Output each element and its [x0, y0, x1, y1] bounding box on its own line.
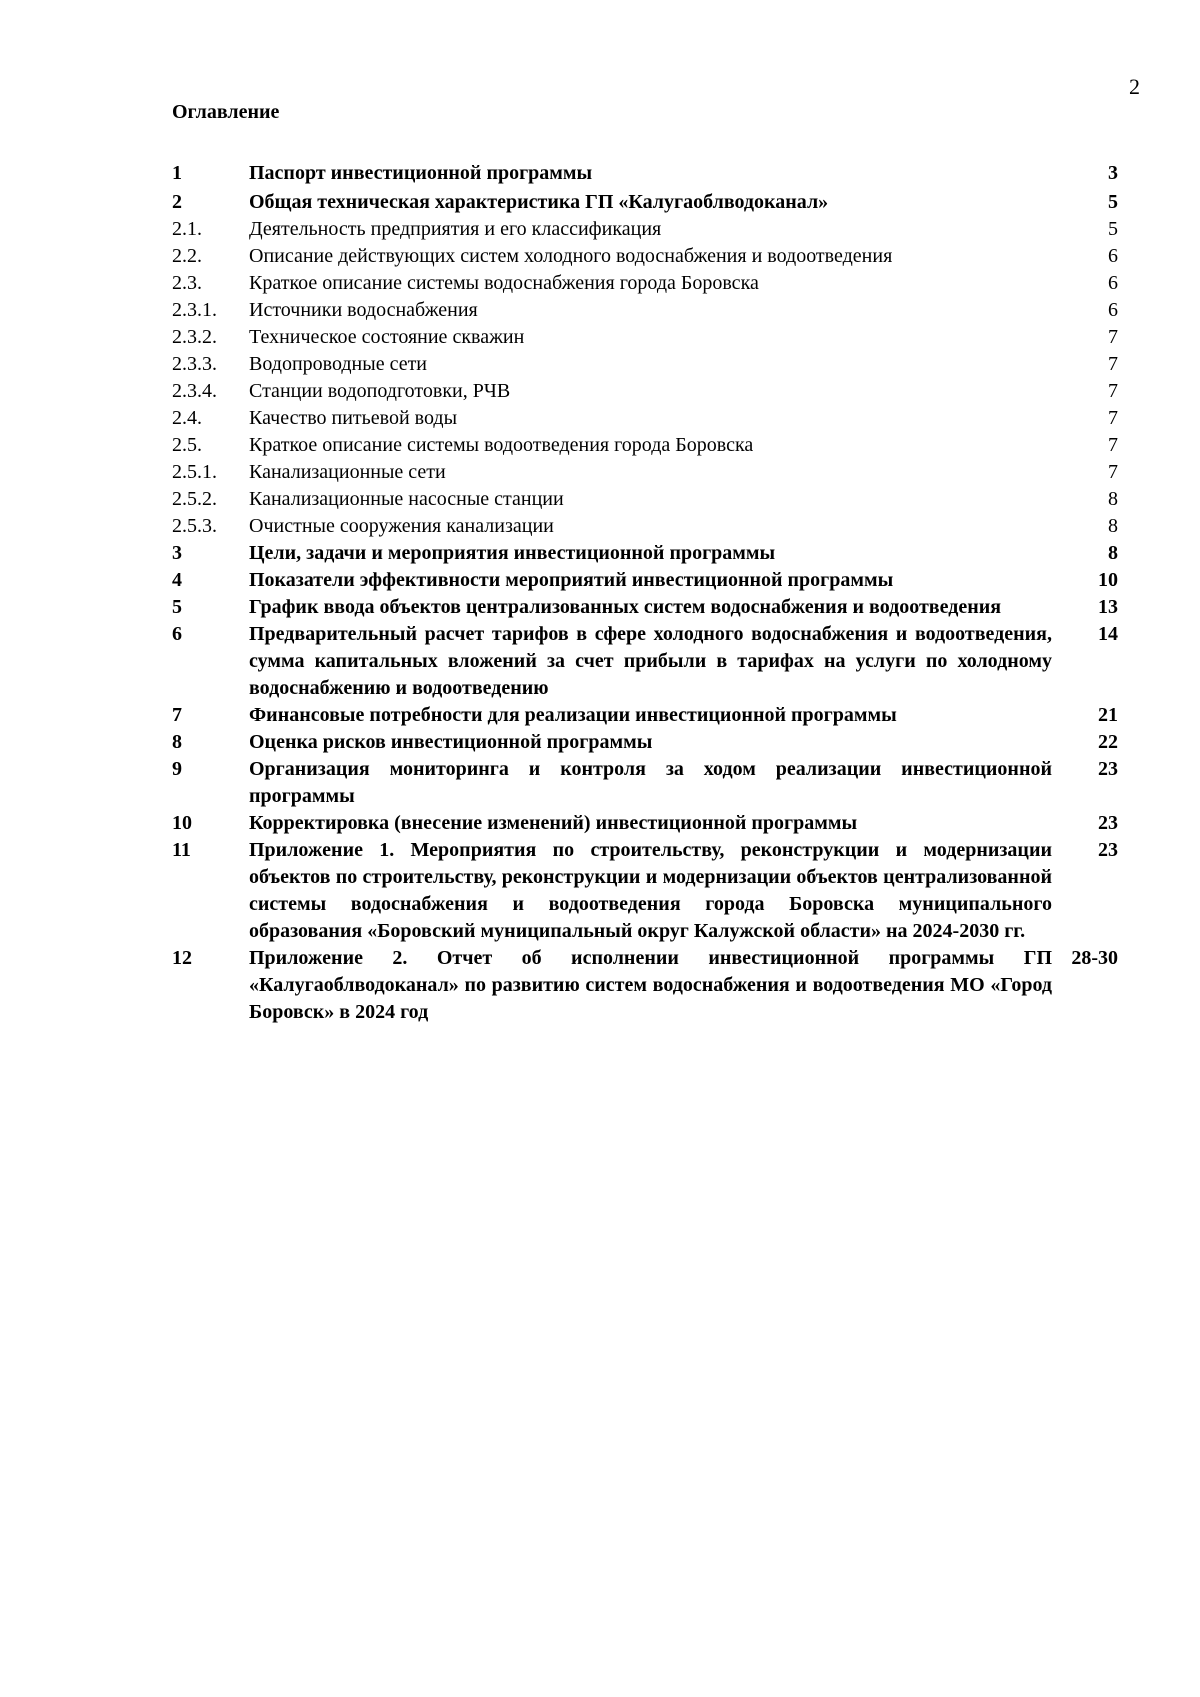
- toc-entry-title: Источники водоснабжения: [249, 299, 478, 321]
- toc-entry[interactable]: [172, 160, 1118, 187]
- toc-entry-title: Общая техническая характеристика ГП «Калугаоблводоканал»: [249, 191, 829, 213]
- toc-entry-page: 7: [1108, 434, 1118, 456]
- toc-entry-page: 21: [1098, 704, 1118, 726]
- toc-entry-number: 12: [172, 947, 192, 969]
- toc-entry[interactable]: [172, 567, 1118, 594]
- toc-entry-title: Оценка рисков инвестиционной программы: [249, 731, 653, 753]
- toc-entry-number: 2.3.3.: [172, 353, 217, 375]
- toc-entry-number: 3: [172, 542, 182, 564]
- toc-entry-page: 7: [1108, 461, 1118, 483]
- toc-entry[interactable]: [172, 621, 1118, 702]
- toc-entry-title: Корректировка (внесение изменений) инвестиционной программы: [249, 812, 858, 834]
- toc-entry[interactable]: [172, 702, 1118, 729]
- toc-entry-title: Приложение 1. Мероприятия по строительству, реконструкции и модернизации объектов по строительству, реконструкции и модернизации объектов централизованной системы водоснабжения и водоотведения города Боровска муниципального образования «Боровский муниципальный округ Калужской области» на 2024-2030 гг.: [249, 839, 1052, 942]
- toc-entry-title: Паспорт инвестиционной программы: [249, 162, 593, 184]
- toc-entry-number: 2.5.3.: [172, 515, 217, 537]
- toc-entry-page: 3: [1108, 162, 1118, 184]
- page-number: 2: [1129, 74, 1140, 99]
- toc-entry-page: 14: [1098, 623, 1118, 645]
- toc-entry-title: Качество питьевой воды: [249, 407, 458, 429]
- toc-entry-title: Канализационные сети: [249, 461, 446, 483]
- toc-entry-page: 6: [1108, 245, 1118, 267]
- toc-entry-page: 23: [1098, 758, 1118, 780]
- toc-entry[interactable]: [172, 837, 1118, 945]
- toc-entry-title: Показатели эффективности мероприятий инвестиционной программы: [249, 569, 894, 591]
- toc-heading: Оглавление: [172, 101, 280, 123]
- toc-entry-page: 22: [1098, 731, 1118, 753]
- toc-entry-number: 11: [172, 839, 191, 861]
- toc-entry[interactable]: [172, 270, 1118, 297]
- toc-entry-number: 10: [172, 812, 192, 834]
- toc-entry[interactable]: [172, 945, 1118, 1026]
- toc-entry[interactable]: [172, 378, 1118, 405]
- toc-entry-title: Предварительный расчет тарифов в сфере холодного водоснабжения и водоотведения, сумма капитальных вложений за счет прибыли в тарифах на услуги по холодному водоснабжению и водоотведению: [249, 623, 1052, 699]
- toc-entry-number: 4: [172, 569, 182, 591]
- toc-entry[interactable]: [172, 486, 1118, 513]
- toc-entry[interactable]: [172, 405, 1118, 432]
- toc-entry-page: 7: [1108, 407, 1118, 429]
- toc-entry-number: 2.3.2.: [172, 326, 217, 348]
- toc-entry-number: 2: [172, 191, 182, 213]
- toc-entry-title: Краткое описание системы водоснабжения города Боровска: [249, 272, 759, 294]
- toc-entry-title: Станции водоподготовки, РЧВ: [249, 380, 511, 402]
- toc-entry[interactable]: [172, 297, 1118, 324]
- toc-entry-page: 5: [1108, 218, 1118, 240]
- toc-entry-title: Цели, задачи и мероприятия инвестиционной программы: [249, 542, 776, 564]
- toc-entry-page: 13: [1098, 596, 1118, 618]
- toc-entry[interactable]: [172, 540, 1118, 567]
- toc-entry-number: 2.4.: [172, 407, 202, 429]
- toc-entry[interactable]: [172, 756, 1118, 810]
- toc-entry-title: Организация мониторинга и контроля за ходом реализации инвестиционной программы: [249, 758, 1052, 807]
- toc-entry-number: 5: [172, 596, 182, 618]
- toc-entry-title: Канализационные насосные станции: [249, 488, 564, 510]
- toc-entry-title: Финансовые потребности для реализации инвестиционной программы: [249, 704, 897, 726]
- toc-entry-page: 6: [1108, 272, 1118, 294]
- toc-entry-page: 5: [1108, 191, 1118, 213]
- toc-entry-page: 8: [1108, 488, 1118, 510]
- toc-entry-page: 10: [1098, 569, 1118, 591]
- toc-entry-title: График ввода объектов централизованных систем водоснабжения и водоотведения: [249, 596, 1002, 618]
- toc-entry-page: 7: [1108, 326, 1118, 348]
- toc-entry-page: 8: [1108, 542, 1118, 564]
- table-of-contents: [172, 160, 1118, 1026]
- toc-entry-number: 8: [172, 731, 182, 753]
- toc-entry-title: Очистные сооружения канализации: [249, 515, 554, 537]
- toc-entry[interactable]: [172, 187, 1118, 216]
- toc-entry-title: Описание действующих систем холодного водоснабжения и водоотведения: [249, 245, 893, 267]
- toc-entry[interactable]: [172, 594, 1118, 621]
- toc-entry-number: 2.5.2.: [172, 488, 217, 510]
- toc-entry[interactable]: [172, 324, 1118, 351]
- toc-entry-number: 7: [172, 704, 182, 726]
- toc-entry-page: 6: [1108, 299, 1118, 321]
- toc-entry[interactable]: [172, 351, 1118, 378]
- toc-entry-page: 7: [1108, 380, 1118, 402]
- toc-entry-page: 23: [1098, 839, 1118, 861]
- toc-entry[interactable]: [172, 432, 1118, 459]
- toc-entry-page: 28-30: [1071, 947, 1118, 969]
- toc-entry[interactable]: [172, 243, 1118, 270]
- toc-entry-title: Краткое описание системы водоотведения города Боровска: [249, 434, 754, 456]
- toc-entry-title: Приложение 2. Отчет об исполнении инвестиционной программы ГП «Калугаоблводоканал» по развитию систем водоснабжения и водоотведения МО «Город Боровск» в 2024 год: [249, 947, 1052, 1023]
- toc-entry-number: 6: [172, 623, 182, 645]
- toc-entry[interactable]: [172, 459, 1118, 486]
- toc-entry-number: 2.5.: [172, 434, 202, 456]
- toc-entry-number: 9: [172, 758, 182, 780]
- toc-entry[interactable]: [172, 513, 1118, 540]
- toc-entry-number: 1: [172, 162, 182, 184]
- toc-entry-page: 7: [1108, 353, 1118, 375]
- toc-entry-page: 8: [1108, 515, 1118, 537]
- toc-entry-number: 2.3.4.: [172, 380, 217, 402]
- toc-entry-number: 2.3.1.: [172, 299, 217, 321]
- toc-entry[interactable]: [172, 216, 1118, 243]
- toc-entry[interactable]: [172, 729, 1118, 756]
- toc-entry-number: 2.3.: [172, 272, 202, 294]
- toc-entry-title: Водопроводные сети: [249, 353, 428, 375]
- toc-entry-number: 2.1.: [172, 218, 202, 240]
- toc-entry-number: 2.5.1.: [172, 461, 217, 483]
- toc-entry-page: 23: [1098, 812, 1118, 834]
- toc-entry[interactable]: [172, 810, 1118, 837]
- toc-entry-number: 2.2.: [172, 245, 202, 267]
- toc-entry-title: Деятельность предприятия и его классификация: [249, 218, 662, 240]
- toc-body: [172, 160, 1118, 1026]
- toc-entry-title: Техническое состояние скважин: [249, 326, 525, 348]
